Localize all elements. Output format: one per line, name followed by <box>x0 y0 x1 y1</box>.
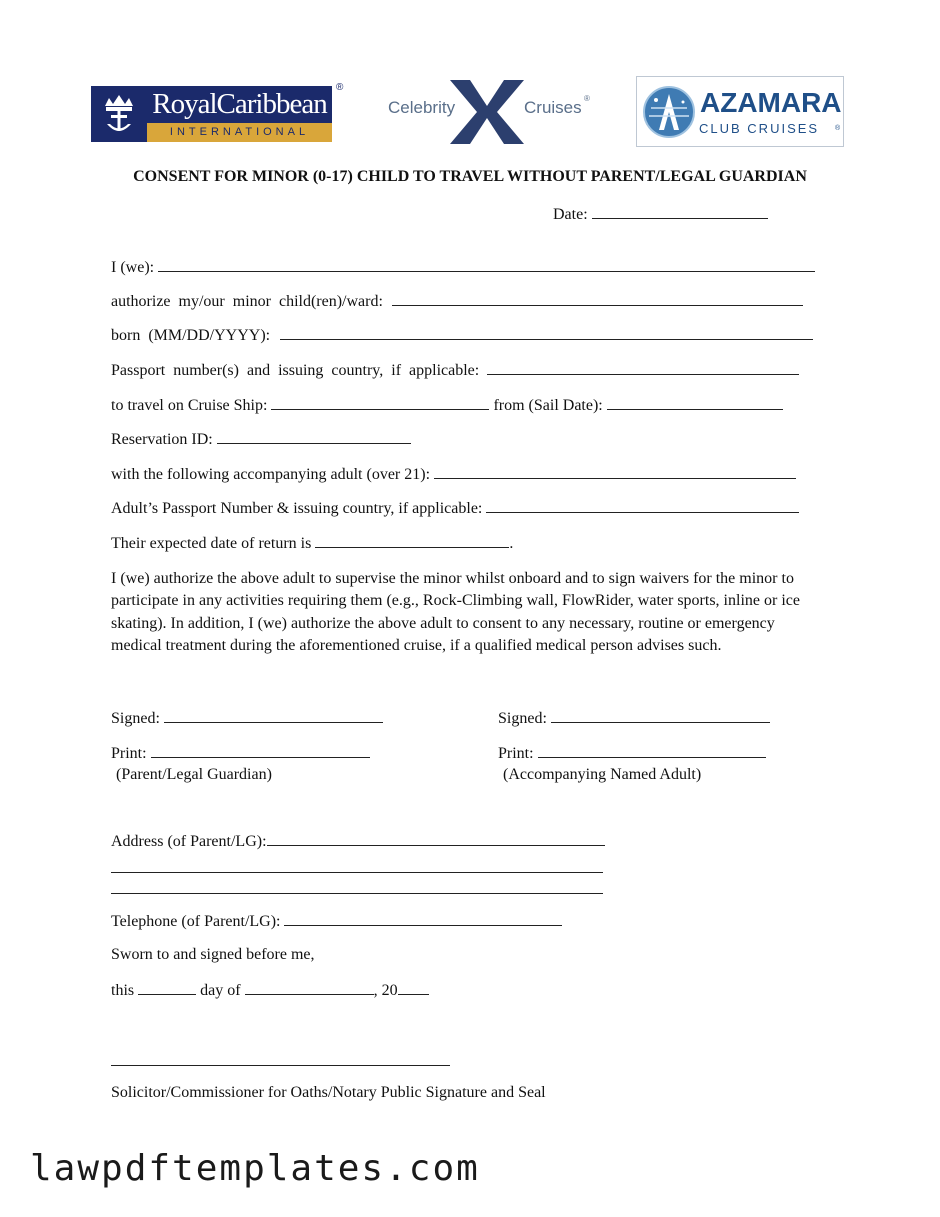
azamara-logo <box>636 76 844 147</box>
notary-signature-field[interactable] <box>111 1065 450 1066</box>
telephone-row <box>111 911 562 932</box>
form-title: CONSENT FOR MINOR (0-17) CHILD TO TRAVEL WITHOUT PARENT/LEGAL GUARDIAN <box>133 168 807 185</box>
adult-print-field[interactable] <box>538 743 766 758</box>
authorize-label: authorize my/our minor child(ren)/ward: <box>111 293 383 310</box>
azamara-wordmark: AZAMARA <box>700 87 842 118</box>
adult-signed-row <box>498 708 770 729</box>
minor-name-field[interactable] <box>392 291 803 306</box>
parent-print-label: Print: <box>111 745 147 762</box>
adult-caption: (Accompanying Named Adult) <box>503 766 702 783</box>
date-label: Date: <box>553 206 588 223</box>
registered-mark: ® <box>336 82 344 93</box>
travel-label: to travel on Cruise Ship: <box>111 397 268 414</box>
passport-label: Passport number(s) and issuing country, if applicable: <box>111 362 480 379</box>
month-field[interactable] <box>245 980 374 995</box>
parent-print-row <box>111 743 370 764</box>
accompanying-adult-field[interactable] <box>434 464 796 479</box>
parent-signed-label: Signed: <box>111 710 160 727</box>
royal-caribbean-subtitle: INTERNATIONAL <box>147 123 332 142</box>
celebrity-cruises-logo <box>386 80 589 144</box>
sail-date-field[interactable] <box>607 395 783 410</box>
watermark-text: lawpdftemplates.com <box>30 1148 480 1189</box>
cruises-wordmark: Cruises <box>524 98 582 117</box>
adult-print-row <box>498 743 766 764</box>
sworn-date-row <box>111 980 429 1001</box>
reservation-row <box>111 429 411 450</box>
passport-field[interactable] <box>487 360 799 375</box>
adult-signed-label: Signed: <box>498 710 547 727</box>
return-label: Their expected date of return is <box>111 535 312 552</box>
accompanying-row <box>111 464 796 485</box>
adult-passport-row <box>111 498 799 519</box>
address-row <box>111 831 605 852</box>
address-label: Address (of Parent/LG): <box>111 833 267 850</box>
celebrity-x-icon <box>446 80 528 144</box>
sail-date-label: from (Sail Date): <box>493 397 603 414</box>
born-row <box>111 325 813 346</box>
this-label: this <box>111 982 135 999</box>
telephone-field[interactable] <box>284 911 562 926</box>
adult-passport-label: Adult’s Passport Number & issuing country, if applicable: <box>111 500 483 517</box>
registered-mark: ® <box>584 94 590 103</box>
registered-mark: ® <box>835 125 841 132</box>
travel-row <box>111 395 783 416</box>
azamara-globe-icon <box>641 82 697 140</box>
year-field[interactable] <box>398 980 429 995</box>
parent-signed-row <box>111 708 383 729</box>
authorization-paragraph: I (we) authorize the above adult to supervise the minor whilst onboard and to sign waivers for the minor to participate in any activities requiring them (e.g., Rock-Climbing wall, FlowRider, water sports, inline or ice skating). In addition, I (we) authorize the above adult to consent to any necessary, routine or emergency medical treatment during the aforementioned cruise, if a qualified medical person advises such. <box>111 570 800 654</box>
date-field[interactable] <box>592 204 768 219</box>
royal-caribbean-logo <box>91 82 344 142</box>
year-label: , 20 <box>373 982 398 999</box>
address-field-1[interactable] <box>267 831 605 846</box>
adult-signature-field[interactable] <box>551 708 770 723</box>
i-we-field[interactable] <box>158 257 815 272</box>
adult-print-label: Print: <box>498 745 534 762</box>
i-we-row <box>111 257 815 278</box>
address-field-2[interactable] <box>111 872 603 873</box>
day-of-label: day of <box>200 982 241 999</box>
telephone-label: Telephone (of Parent/LG): <box>111 913 281 930</box>
cruise-ship-field[interactable] <box>271 395 489 410</box>
celebrity-wordmark: Celebrity <box>388 98 456 117</box>
reservation-id-field[interactable] <box>217 429 411 444</box>
address-field-3[interactable] <box>111 893 603 894</box>
date-row <box>553 204 768 225</box>
adult-passport-field[interactable] <box>486 498 799 513</box>
passport-row <box>111 360 799 381</box>
accompanying-label: with the following accompanying adult (over 21): <box>111 466 431 483</box>
parent-print-field[interactable] <box>151 743 370 758</box>
return-date-field[interactable] <box>315 533 509 548</box>
notary-label: Solicitor/Commissioner for Oaths/Notary Public Signature and Seal <box>111 1084 546 1101</box>
return-period: . <box>509 535 514 552</box>
azamara-subtitle: CLUB CRUISES <box>699 121 820 136</box>
return-row <box>111 533 513 554</box>
royal-caribbean-wordmark: RoyalCaribbean <box>147 86 332 123</box>
i-we-label: I (we): <box>111 259 155 276</box>
day-field[interactable] <box>138 980 196 995</box>
reservation-label: Reservation ID: <box>111 431 213 448</box>
minor-row <box>111 291 803 312</box>
parent-signature-field[interactable] <box>164 708 383 723</box>
born-label: born (MM/DD/YYYY): <box>111 327 271 344</box>
sworn-statement: Sworn to and signed before me, <box>111 946 315 963</box>
parent-caption: (Parent/Legal Guardian) <box>116 766 272 783</box>
crown-anchor-icon <box>91 86 147 142</box>
born-date-field[interactable] <box>280 325 813 340</box>
